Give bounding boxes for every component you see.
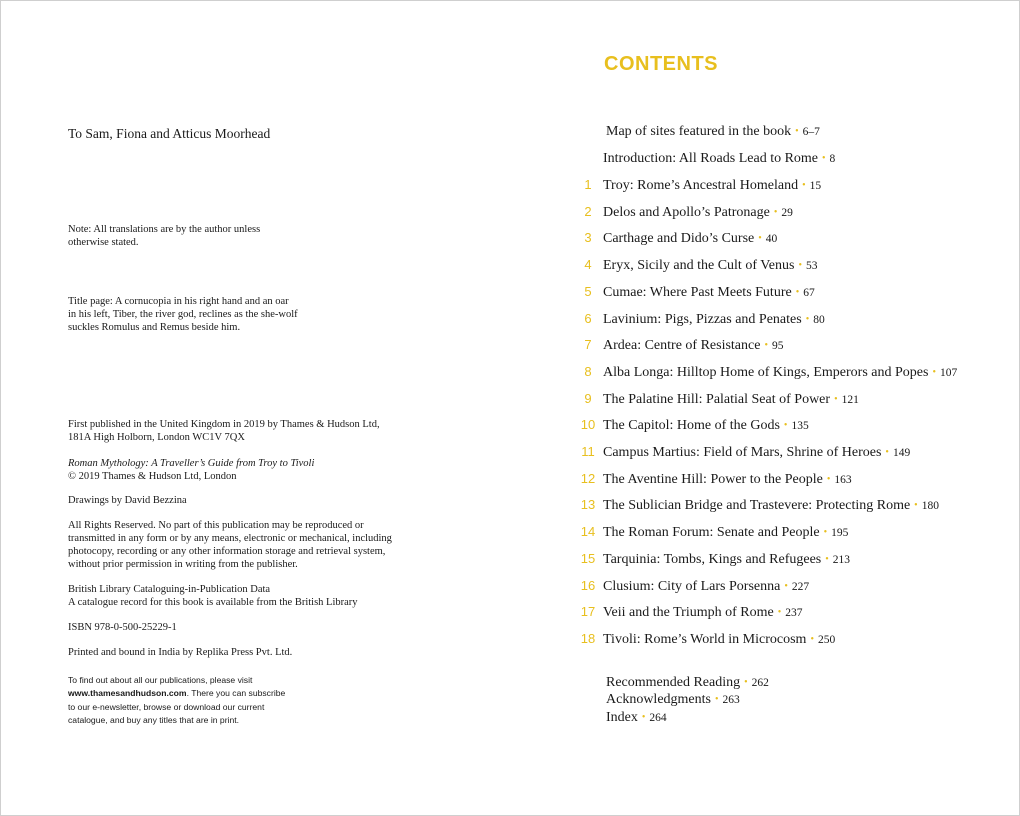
separator-dot: • (822, 153, 826, 164)
separator-dot: • (758, 233, 762, 245)
separator-dot: • (834, 393, 838, 405)
entry-title: Recommended Reading (606, 675, 741, 690)
chapter-number: 14 (580, 524, 596, 540)
chapter-number: 18 (580, 630, 596, 646)
caption-line: suckles Romulus and Remus beside him. (68, 322, 241, 333)
entry-title: Tivoli: Rome’s World in Microcosm (603, 631, 807, 647)
chapter-number: 4 (584, 257, 592, 273)
toc-entry[interactable] (578, 151, 835, 171)
address-line: 181A High Holborn, London WC1V 7QX (68, 432, 245, 443)
cip-line: A catalogue record for this book is available from the British Library (68, 597, 358, 608)
entry-title: Cumae: Where Past Meets Future (603, 284, 792, 300)
isbn (68, 621, 177, 634)
printed-line: Printed and bound in India by Replika Press Pvt. Ltd. (68, 647, 293, 658)
entry-title: The Roman Forum: Senate and People (603, 525, 820, 541)
chapter-number: 17 (580, 604, 596, 620)
entry-title: Map of sites featured in the book (606, 124, 792, 139)
separator-dot: • (932, 366, 936, 378)
page-number: 6–7 (802, 126, 820, 138)
caption-line: in his left, Tiber, the river god, reclines as the she-wolf (68, 309, 298, 320)
page-number: 163 (834, 473, 852, 486)
entry-title: The Aventine Hill: Power to the People (603, 471, 823, 487)
caption-line: Title page: A cornucopia in his right hand and an oar (68, 296, 289, 307)
page-number: 107 (939, 366, 958, 379)
title-page-caption (68, 295, 298, 334)
separator-dot: • (885, 447, 889, 458)
toc-entry[interactable] (578, 364, 957, 384)
entry-title: The Palatine Hill: Palatial Seat of Power (603, 391, 831, 407)
entry-title: Veii and the Triumph of Rome (603, 605, 774, 621)
page-number: 40 (765, 233, 778, 246)
entry-title: Delos and Apollo’s Patronage (603, 204, 770, 220)
chapter-number: 7 (584, 337, 592, 353)
drawings-line: Drawings by David Bezzina (68, 495, 187, 506)
page-number: 8 (829, 153, 836, 165)
rights-line: All Rights Reserved. No part of this publication may be reproduced or (68, 520, 364, 531)
separator-dot: • (641, 712, 646, 723)
separator-dot: • (823, 527, 828, 539)
separator-dot: • (777, 607, 782, 619)
toc-entry[interactable] (578, 311, 825, 331)
page-number: 237 (785, 607, 803, 620)
chapter-number: 15 (580, 550, 596, 566)
toc-entry[interactable] (578, 124, 820, 144)
toc-entry[interactable] (578, 230, 777, 250)
toc-entry[interactable] (578, 692, 740, 712)
contents-heading: CONTENTS (604, 53, 718, 75)
toc-entry[interactable] (578, 710, 667, 730)
page-number: 195 (831, 527, 849, 540)
page-number: 53 (805, 260, 818, 273)
first-published-line: First published in the United Kingdom in 2019 by Thames & Hudson Ltd, (68, 419, 380, 430)
chapter-number: 9 (584, 390, 592, 406)
chapter-number: 5 (584, 283, 592, 299)
separator-dot: • (784, 580, 788, 592)
toc-entry[interactable] (578, 604, 803, 624)
publisher-info (68, 674, 285, 727)
find-out-rest: . There you can subscribe (186, 688, 286, 699)
separator-dot: • (914, 500, 918, 512)
entry-title: Acknowledgments (606, 692, 711, 707)
page-number: 262 (751, 677, 769, 689)
chapter-number: 13 (580, 497, 596, 513)
separator-dot: • (805, 313, 810, 325)
entry-title: Troy: Rome’s Ancestral Homeland (603, 178, 799, 193)
chapter-number: 2 (584, 203, 592, 219)
chapter-number: 16 (580, 577, 596, 593)
separator-dot: • (826, 473, 831, 485)
toc-entry[interactable] (578, 257, 817, 277)
page-number: 80 (813, 313, 825, 326)
page-number: 180 (921, 500, 939, 513)
page-number: 213 (832, 553, 851, 566)
separator-dot: • (802, 180, 806, 191)
toc-entry[interactable] (578, 337, 783, 357)
toc-entry[interactable] (578, 631, 835, 651)
toc-entry[interactable] (578, 417, 809, 437)
toc-entry[interactable] (578, 578, 809, 598)
separator-dot: • (773, 206, 778, 218)
entry-title: Campus Martius: Field of Mars, Shrine of Heroes (603, 445, 882, 460)
entry-title: Clusium: City of Lars Porsenna (603, 578, 781, 594)
note-line: otherwise stated. (68, 237, 139, 248)
dedication: To Sam, Fiona and Atticus Moorhead (68, 126, 271, 141)
drawings-credit (68, 494, 187, 507)
separator-dot: • (798, 260, 802, 272)
separator-dot: • (764, 340, 768, 352)
entry-title: Lavinium: Pigs, Pizzas and Penates (603, 311, 802, 327)
separator-dot: • (825, 553, 829, 565)
rights-line: photocopy, recording or any other information storage and retrieval system, (68, 546, 386, 557)
chapter-number: 3 (584, 230, 592, 246)
note-line: Note: All translations are by the author unless (68, 224, 261, 235)
book-title-copyright (68, 457, 314, 483)
chapter-number: 1 (584, 177, 592, 192)
find-out-line: catalogue, and buy any titles that are in print. (68, 714, 240, 725)
page-number: 263 (722, 694, 740, 706)
isbn-line: ISBN 978-0-500-25229-1 (68, 622, 177, 633)
entry-title: Carthage and Dido’s Curse (603, 231, 755, 247)
toc-entry[interactable] (578, 284, 815, 304)
entry-title: Tarquinia: Tombs, Kings and Refugees (603, 551, 822, 567)
separator-dot: • (795, 286, 800, 298)
page-number: 135 (791, 420, 809, 433)
entry-title: Introduction: All Roads Lead to Rome (603, 151, 819, 166)
page-number: 149 (892, 447, 911, 459)
find-out-url-line (68, 687, 285, 700)
toc-entry[interactable] (578, 204, 793, 224)
separator-dot: • (810, 633, 814, 645)
chapter-number: 12 (580, 470, 596, 486)
cip-data (68, 583, 358, 609)
publisher-url[interactable]: www.thamesandhudson.com (68, 688, 187, 699)
page-number: 29 (781, 206, 793, 219)
separator-dot: • (795, 126, 799, 137)
book-title: Roman Mythology: A Traveller’s Guide from Troy to Tivoli (68, 458, 315, 469)
entry-title: Alba Longa: Hilltop Home of Kings, Emperors and Popes (603, 364, 929, 380)
chapter-number: 6 (584, 310, 592, 326)
entry-title: The Capitol: Home of the Gods (603, 418, 780, 434)
chapter-number: 8 (584, 363, 592, 379)
page-number: 67 (803, 286, 815, 299)
toc-entry[interactable] (578, 444, 910, 464)
separator-dot: • (744, 677, 748, 688)
page-number: 264 (649, 712, 667, 724)
page-number: 121 (841, 393, 859, 406)
toc-entry[interactable] (578, 177, 821, 197)
toc-entry[interactable] (578, 524, 848, 544)
entry-title: Eryx, Sicily and the Cult of Venus (603, 258, 795, 274)
toc-entry[interactable] (578, 551, 850, 571)
chapter-number: 10 (580, 417, 596, 433)
page-number: 95 (771, 340, 784, 353)
printed-info (68, 646, 292, 659)
find-out-line: To find out about all our publications, please visit (68, 675, 253, 685)
publication-info (68, 418, 380, 444)
entry-title: Index (606, 710, 638, 725)
entry-title: Ardea: Centre of Resistance (603, 338, 761, 354)
page-number: 15 (809, 180, 822, 192)
copyright-line: © 2019 Thames & Hudson Ltd, London (68, 471, 237, 482)
page-number: 227 (791, 580, 810, 593)
translation-note (68, 223, 260, 249)
separator-dot: • (714, 694, 719, 705)
toc-entry[interactable] (578, 391, 859, 411)
page-number: 250 (817, 633, 836, 646)
cip-line: British Library Cataloguing-in-Publication Data (68, 584, 271, 595)
rights-line: transmitted in any form or by any means, electronic or mechanical, including (68, 533, 392, 544)
rights-line: without prior permission in writing from the publisher. (68, 559, 298, 570)
toc-entry[interactable] (578, 497, 939, 517)
find-out-line: to our e-newsletter, browse or download our current (68, 701, 265, 712)
rights-statement (68, 519, 392, 571)
chapter-number: 11 (581, 444, 595, 459)
entry-title: The Sublician Bridge and Trastevere: Protecting Rome (603, 498, 911, 514)
separator-dot: • (783, 420, 788, 432)
toc-entry[interactable] (578, 471, 852, 491)
